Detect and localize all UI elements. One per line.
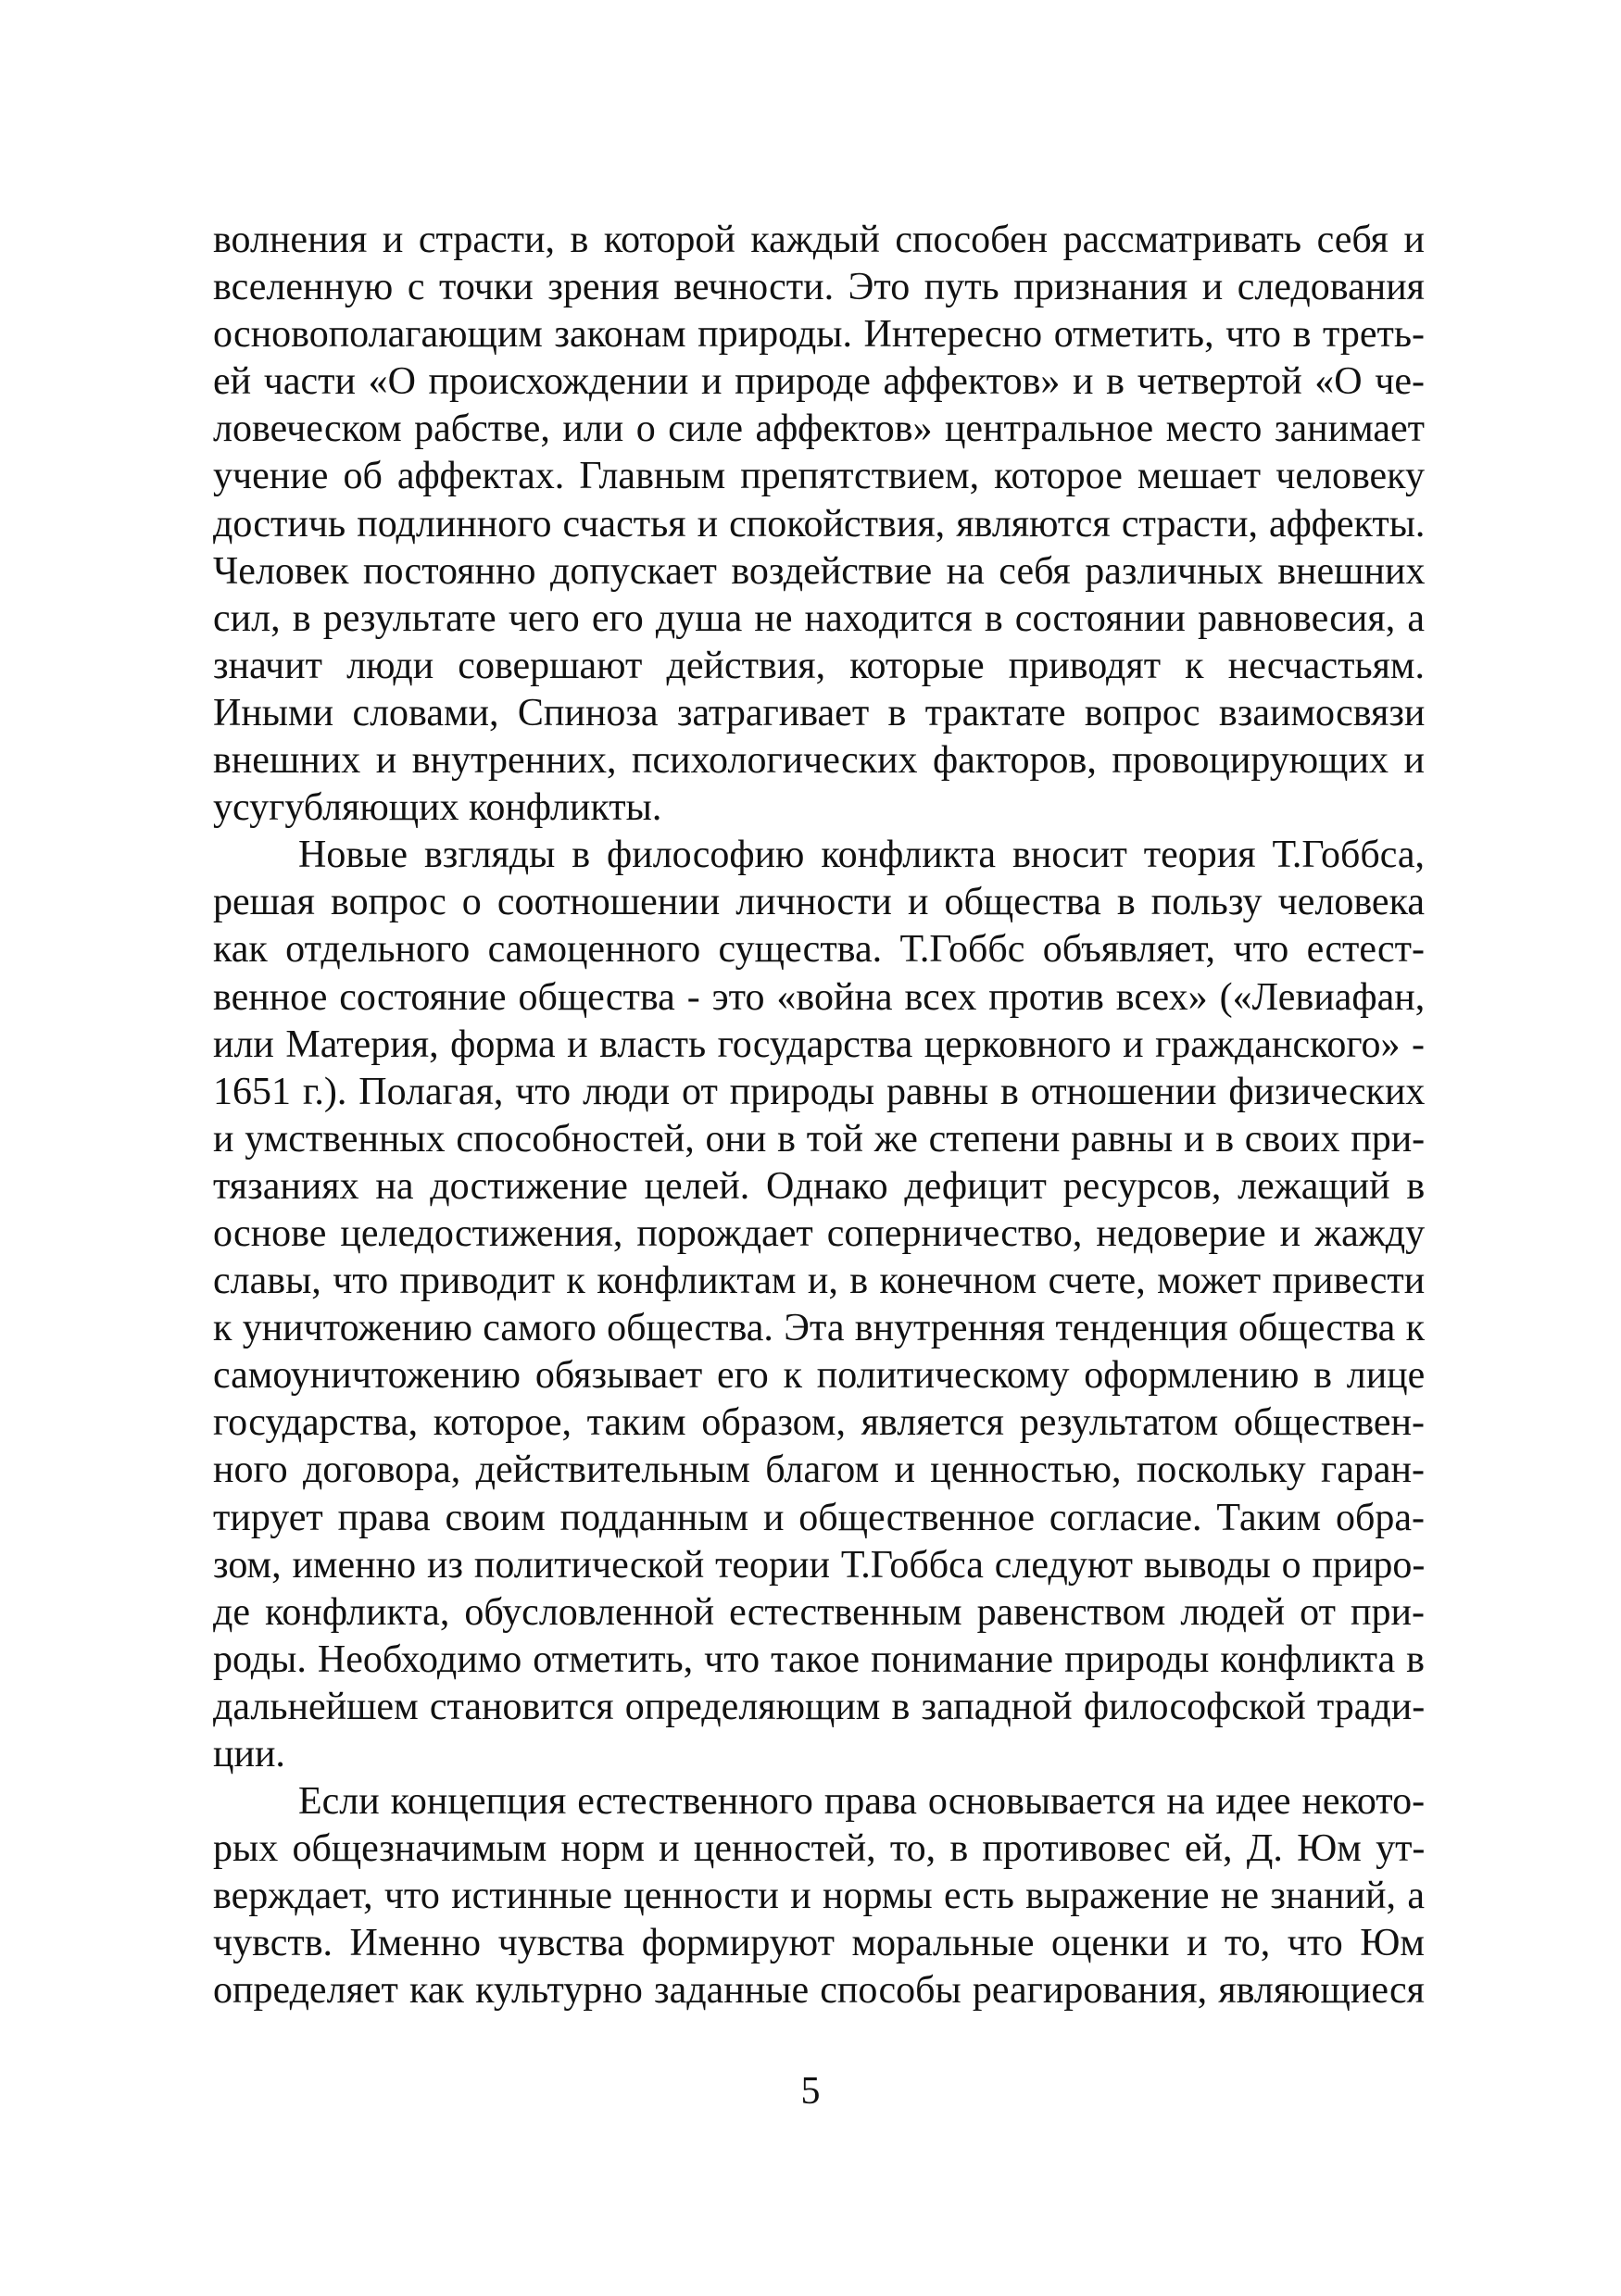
text-line: чувств. Именно чувства формируют моральные оценки и то, что Юм — [213, 1922, 1425, 1965]
text-line: венное состояние общества - это «война всех против всех» («Левиафан, — [213, 975, 1426, 1019]
text-line: Человек постоянно допускает воздействие на себя различных внешних — [213, 549, 1426, 593]
text-line: Иными словами, Спиноза затрагивает в трактате вопрос взаимосвязи — [213, 691, 1426, 734]
text-line: тязаниях на достижение целей. Однако дефицит ресурсов, лежащий в — [213, 1164, 1426, 1208]
text-line: ции. — [213, 1733, 285, 1775]
text-line: Если концепция естественного права основывается на идее некото- — [298, 1780, 1426, 1824]
page-number: 5 — [800, 2070, 821, 2113]
text-line: решая вопрос о соотношении личности и общества в пользу человека — [213, 881, 1425, 924]
text-line: дальнейшем становится определяющим в западной философской тради- — [213, 1685, 1426, 1728]
text-line: самоуничтожению обязывает его к политическому оформлению в лице — [213, 1354, 1426, 1398]
text-line: волнения и страсти, в которой каждый способен рассматривать себя и — [213, 219, 1425, 261]
text-line: и умственных способностей, они в той же степени равны и в своих при- — [213, 1117, 1426, 1161]
body-text — [213, 217, 1425, 2015]
text-line: усугубляющих конфликты. — [213, 786, 662, 830]
text-line: государства, которое, таким образом, является результатом обществен- — [213, 1401, 1425, 1445]
text-line: значит люди совершают действия, которые приводят к несчастьям. — [213, 644, 1425, 687]
text-line: или Материя, форма и власть государства церковного и гражданского» - — [213, 1023, 1426, 1066]
text-line: верждает, что истинные ценности и нормы есть выражение не знаний, а — [213, 1875, 1425, 1918]
text-line: роды. Необходимо отметить, что такое понимание природы конфликта в — [213, 1637, 1425, 1681]
text-line: 1651 г.). Полагая, что люди от природы равны в отношении физических — [213, 1070, 1426, 1113]
text-line: внешних и внутренних, психологических факторов, провоцирующих и — [213, 739, 1425, 783]
text-line: рых общезначимым норм и ценностей, то, в противовес ей, Д. Юм ут- — [213, 1827, 1426, 1871]
text-line: достичь подлинного счастья и спокойствия, являются страсти, аффекты. — [213, 502, 1426, 546]
text-line: учение об аффектах. Главным препятствием, которое мешает человеку — [213, 455, 1425, 498]
text-line: ей части «О происхождении и природе аффектов» и в четвертой «О че- — [213, 360, 1425, 404]
text-line: славы, что приводит к конфликтам и, в конечном счете, может привести — [213, 1260, 1426, 1303]
text-line: определяет как культурно заданные способы реагирования, являющиеся — [213, 1969, 1425, 2013]
text-line: к уничтожению самого общества. Эта внутренняя тенденция общества к — [213, 1307, 1425, 1350]
text-line: основополагающим законам природы. Интересно отметить, что в треть- — [213, 313, 1425, 357]
text-line: ловеческом рабстве, или о силе аффектов» центральное место занимает — [213, 408, 1425, 451]
text-line: зом, именно из политической теории Т.Гоббса следуют выводы о приро- — [213, 1543, 1426, 1587]
text-line: сил, в результате чего его душа не находится в состоянии равновесия, а — [213, 596, 1425, 640]
text-line: Новые взгляды в философию конфликта вносит теория Т.Гоббса, — [298, 834, 1426, 877]
text-line: вселенную с точки зрения вечности. Это путь признания и следования — [213, 266, 1425, 309]
text-line: де конфликта, обусловленной естественным равенством людей от при- — [213, 1590, 1425, 1634]
text-line: ного договора, действительным благом и ценностью, поскольку гаран- — [213, 1449, 1425, 1492]
text-line: основе целедостижения, порождает соперничество, недоверие и жажду — [213, 1211, 1426, 1255]
text-line: тирует права своим подданным и общественное согласие. Таким обра- — [213, 1496, 1425, 1539]
text-line: как отдельного самоценного существа. Т.Гоббс объявляет, что естест- — [213, 928, 1425, 972]
